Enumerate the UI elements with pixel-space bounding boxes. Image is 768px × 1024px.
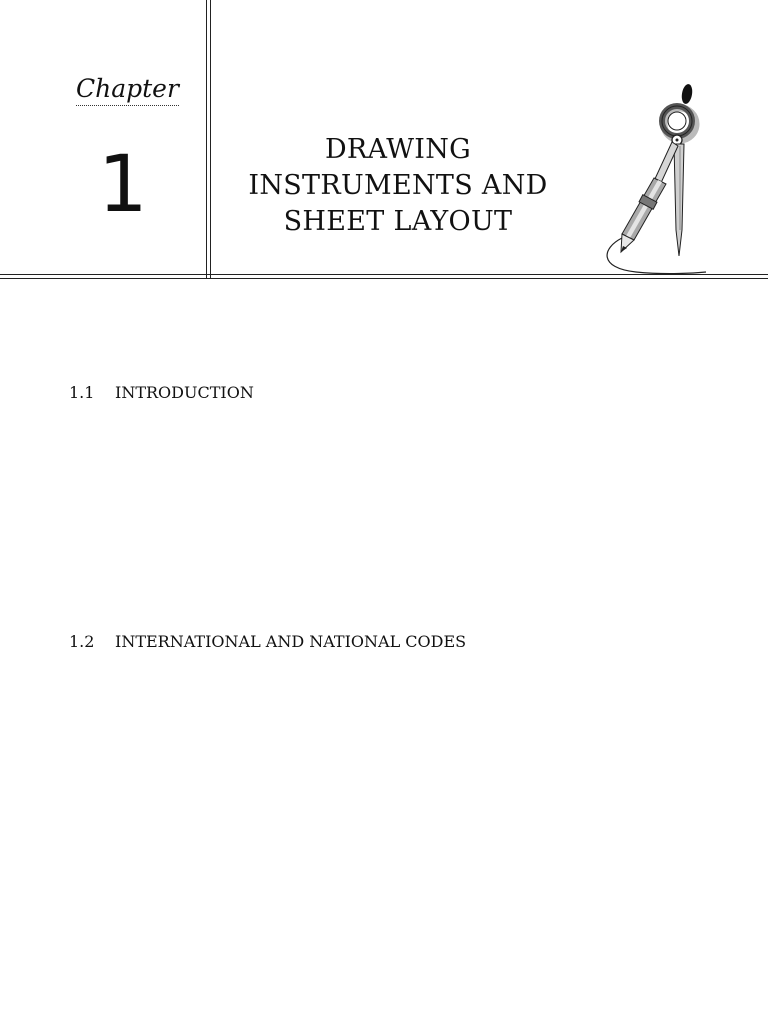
section-number: 1.1 (69, 383, 95, 402)
header-divider-left (206, 0, 207, 278)
chapter-title-line-2: INSTRUMENTS AND (248, 170, 548, 201)
section-title: INTRODUCTION (115, 383, 254, 402)
section-title: INTERNATIONAL AND NATIONAL CODES (115, 632, 467, 651)
chapter-title (240, 132, 556, 240)
chapter-header (0, 0, 768, 280)
header-divider-right (210, 0, 211, 278)
compass-drawing-instrument-icon (596, 80, 716, 280)
section-heading-1-1 (69, 383, 254, 402)
chapter-number: 1 (98, 140, 148, 230)
section-heading-1-2 (69, 632, 466, 651)
chapter-title-line-3: SHEET LAYOUT (283, 206, 513, 237)
chapter-label: Chapter (76, 74, 179, 106)
chapter-title-line-1: DRAWING (324, 134, 472, 165)
section-number: 1.2 (69, 632, 95, 651)
